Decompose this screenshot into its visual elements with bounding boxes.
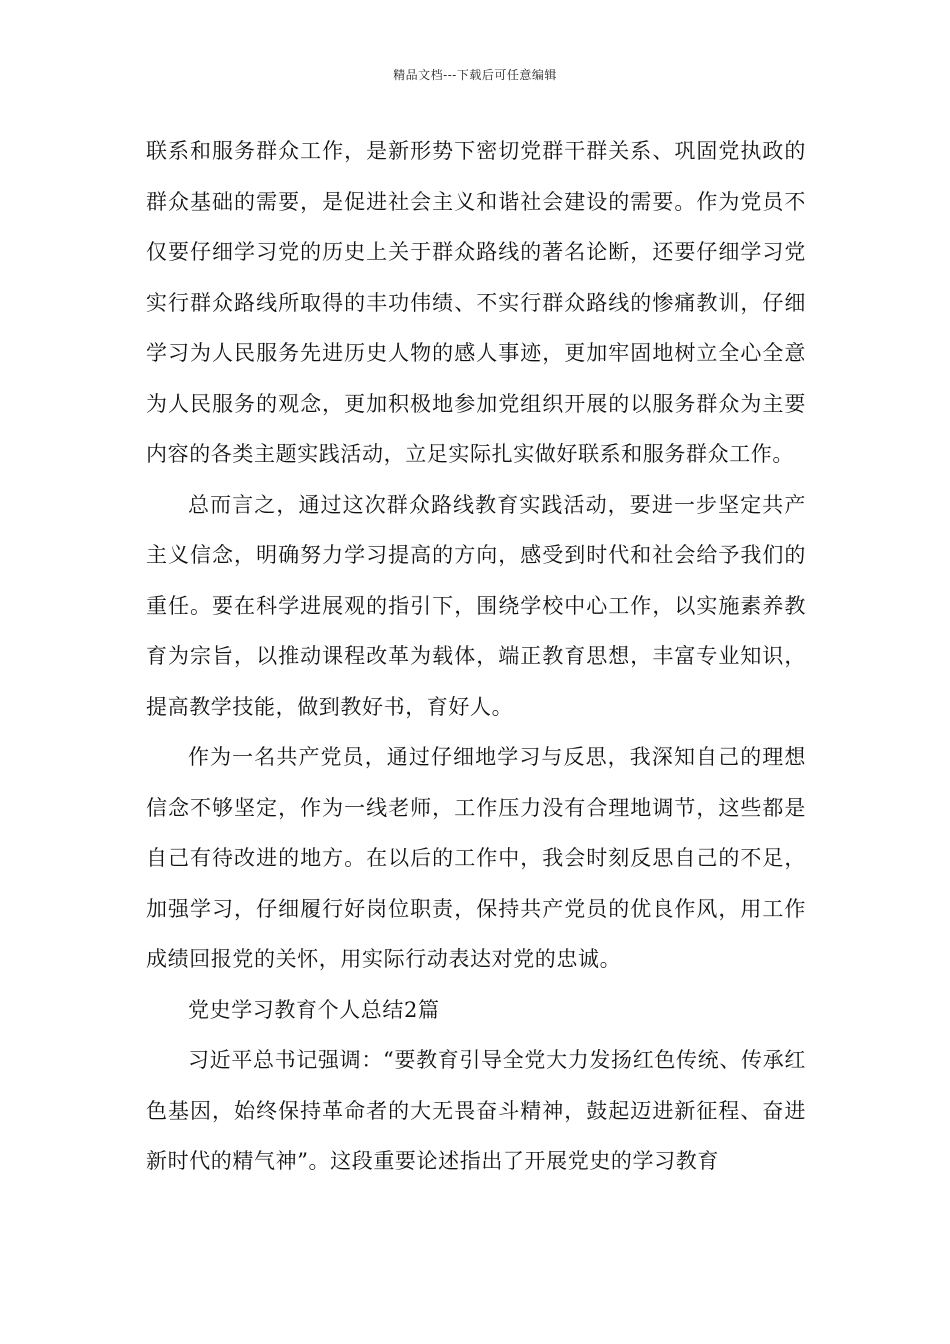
paragraph-reflection: 作为一名共产党员，通过仔细地学习与反思，我深知自己的理想信念不够坚定，作为一线老师，工作压力没有合理地调节，这些都是自己有待改进的地方。在以后的工作中，我会时刻反思自己的不足，加强学习，仔细履行好岗位职责，保持共产党员的优良作风，用工作成绩回报党的关怀，用实际行动表达对党的忠诚。 bbox=[146, 745, 806, 971]
section-heading: 党史学习教育个人总结2篇 bbox=[188, 997, 440, 1022]
paragraph-continuation: 联系和服务群众工作，是新形势下密切党群干群关系、巩固党执政的群众基础的需要，是促进社会主义和谐社会建设的需要。作为党员不仅要仔细学习党的历史上关于群众路线的著名论断，还要仔细学习党实行群众路线所取得的丰功伟绩、不实行群众路线的惨痛教训，仔细学习为人民服务先进历史人物的感人事迹，更加牢固地树立全心全意为人民服务的观念，更加积极地参加党组织开展的以服务群众为主要内容的各类主题实践活动，立足实际扎实做好联系和服务群众工作。 bbox=[146, 139, 806, 466]
paragraph-quote: 习近平总书记强调：“要教育引导全党大力发扬红色传统、传承红色基因，始终保持革命者的大无畏奋斗精神，鼓起迈进新征程、奋进新时代的精气神”。这段重要论述指出了开展党史的学习教育 bbox=[146, 1048, 806, 1173]
document-body bbox=[146, 126, 806, 1187]
page-header: 精品文档---下载后可任意编辑 bbox=[393, 68, 557, 82]
paragraph-summary: 总而言之，通过这次群众路线教育实践活动，要进一步坚定共产主义信念，明确努力学习提高的方向，感受到时代和社会给予我们的重任。要在科学进展观的指引下，围绕学校中心工作，以实施素养教育为宗旨，以推动课程改革为载体，端正教育思想，丰富专业知识，提高教学技能，做到教好书，育好人。 bbox=[146, 492, 806, 719]
